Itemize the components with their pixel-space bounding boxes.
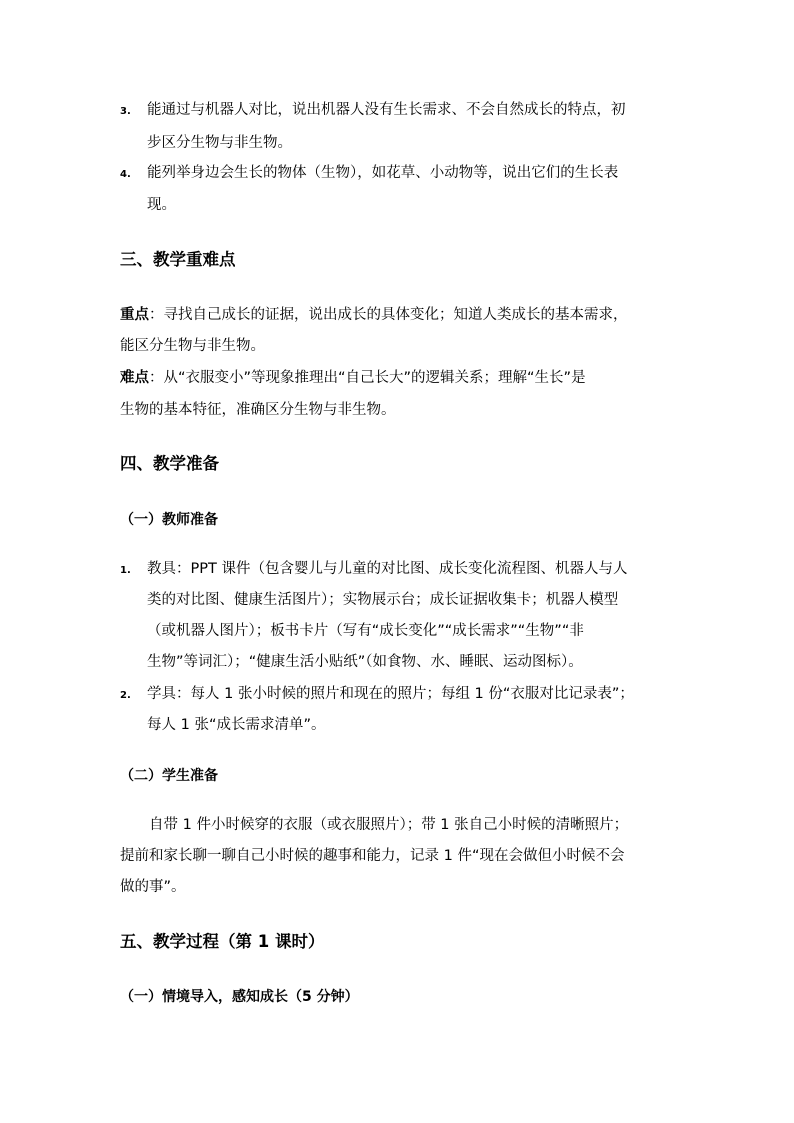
list-number: 1. [120, 565, 131, 576]
list-item-line: 类的对比图、健康生活图片）；实物展示台；成长证据收集卡；机器人模型 [147, 592, 619, 608]
key-point-text: ：寻找自己成长的证据，说出成长的具体变化；知道人类成长的基本需求， [149, 307, 628, 323]
list-item-line: 生物”等词汇）；“健康生活小贴纸”（如食物、水、睡眠、运动图标）。 [147, 654, 583, 670]
section-heading: 四、教学准备 [120, 454, 219, 473]
key-point-line: 能区分生物与非生物。 [120, 338, 265, 354]
list-number: 2. [120, 690, 131, 701]
list-item-line: 教具：PPT 课件（包含婴儿与儿童的对比图、成长变化流程图、机器人与人 [147, 561, 628, 577]
section-heading: 三、教学重难点 [120, 250, 236, 269]
list-number: 3. [120, 106, 131, 117]
paragraph-line: 提前和家长聊一聊自己小时候的趣事和能力，记录 1 件“现在会做但小时候不会 [120, 848, 625, 864]
list-item-line: 能列举身边会生长的物体（生物），如花草、小动物等，说出它们的生长表 [147, 165, 619, 181]
paragraph-line: 做的事”。 [120, 879, 186, 895]
section-heading: 五、教学过程（第 1 课时） [120, 932, 325, 951]
key-point-label: 重点 [120, 307, 149, 323]
subsection-heading: （一）情境导入，感知成长（5 分钟） [120, 989, 359, 1005]
list-item-line: （或机器人图片）；板书卡片（写有“成长变化”“成长需求”“生物”“非 [147, 623, 584, 639]
list-number: 4. [120, 169, 131, 180]
difficulty-line: 生物的基本特征，准确区分生物与非生物。 [120, 402, 396, 418]
list-item-line: 现。 [147, 197, 176, 213]
list-item-line: 每人 1 张“成长需求清单”。 [147, 717, 326, 733]
list-item-line: 学具：每人 1 张小时候的照片和现在的照片；每组 1 份“衣服对比记录表”； [147, 686, 634, 702]
difficulty-label: 难点 [120, 370, 149, 386]
list-item-line: 步区分生物与非生物。 [147, 135, 292, 151]
difficulty-text: ：从“衣服变小”等现象推理出“自己长大”的逻辑关系；理解“生长”是 [149, 370, 586, 386]
subsection-heading: （二）学生准备 [120, 768, 218, 784]
subsection-heading: （一）教师准备 [120, 512, 218, 528]
paragraph-line: 自带 1 件小时候穿的衣服（或衣服照片）；带 1 张自己小时候的清晰照片； [149, 817, 629, 833]
list-item-line: 能通过与机器人对比，说出机器人没有生长需求、不会自然成长的特点，初 [147, 102, 626, 118]
key-point-line [120, 308, 628, 323]
difficulty-line [120, 371, 586, 386]
